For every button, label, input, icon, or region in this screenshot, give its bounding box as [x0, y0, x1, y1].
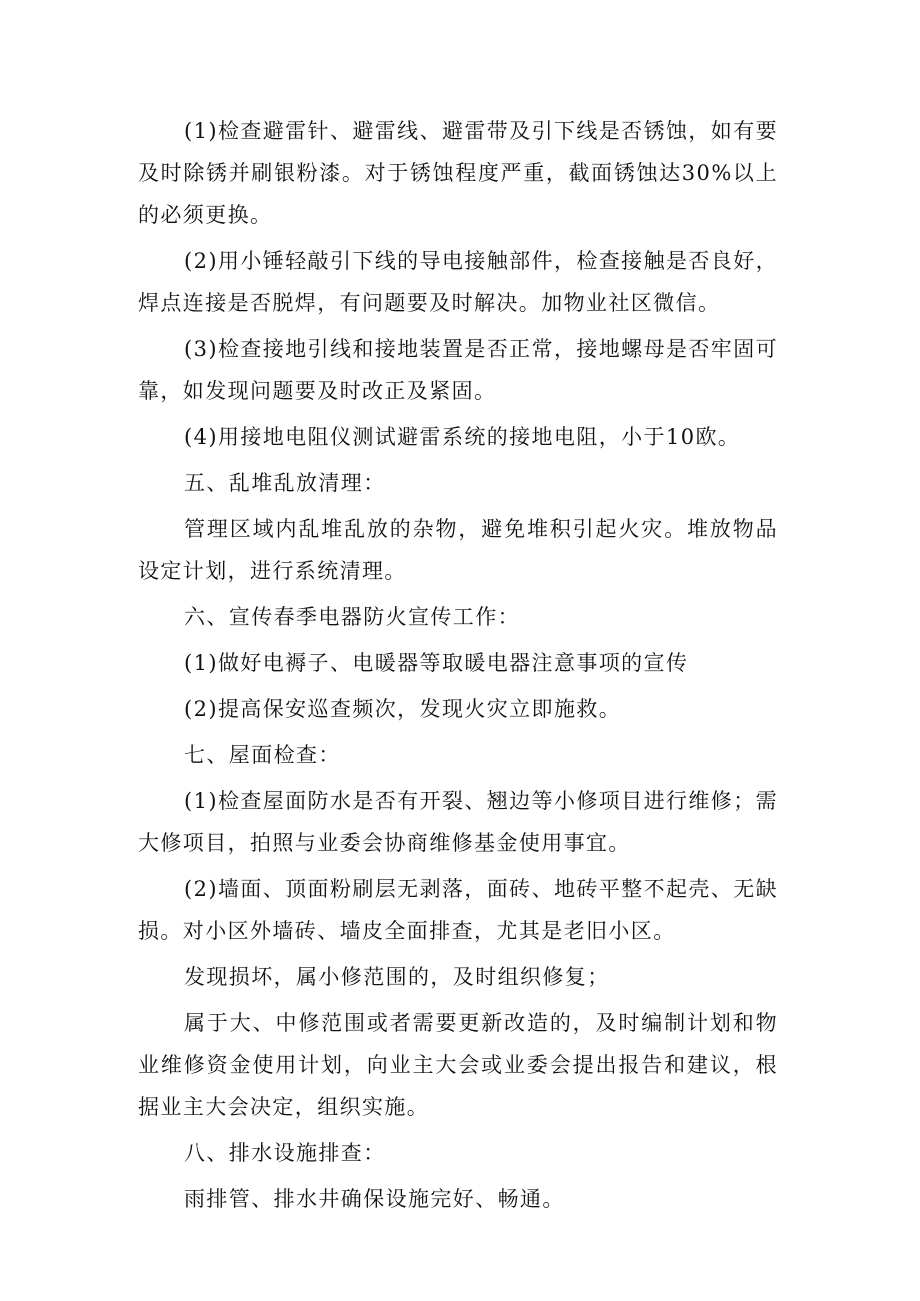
paragraph-security-patrol: (2)提高保安巡查频次，发现火灾立即施救。 — [184, 697, 622, 721]
paragraph-clutter-cleanup: 管理区域内乱堆乱放的杂物，避免堆积引起火灾。堆放物品设定计划，进行系统清理。 — [138, 517, 778, 583]
paragraph-grounding-device-check: (3)检查接地引线和接地装置是否正常，接地螺母是否牢固可靠，如发现问题要及时改正及紧固。 — [138, 337, 778, 403]
paragraph-wall-surface-check: (2)墙面、顶面粉刷层无剥落，面砖、地砖平整不起壳、无缺损。对小区外墙砖、墙皮全面排查，尤其是老旧小区。 — [138, 877, 778, 943]
paragraph-drainage-facilities: 雨排管、排水井确保设施完好、畅通。 — [184, 1187, 565, 1211]
paragraph-lightning-rust-check: (1)检查避雷针、避雷线、避雷带及引下线是否锈蚀，如有要及时除锈并刷银粉漆。对于锈蚀程度严重，截面锈蚀达30%以上的必须更换。 — [138, 119, 778, 227]
paragraph-downlead-contact-check: (2)用小锤轻敲引下线的导电接触部件，检查接触是否良好，焊点连接是否脱焊，有问题要及时解决。加物业社区微信。 — [138, 249, 778, 315]
paragraph-roof-waterproof-check: (1)检查屋面防水是否有开裂、翘边等小修项目进行维修；需大修项目，拍照与业委会协商维修基金使用事宜。 — [138, 789, 778, 855]
paragraph-major-repair: 属于大、中修范围或者需要更新改造的，及时编制计划和物业维修资金使用计划，向业主大会或业委会提出报告和建议，根据业主大会决定，组织实施。 — [138, 1011, 778, 1119]
section-heading-roof-inspection: 七、屋面检查： — [184, 743, 341, 767]
section-heading-fire-safety-publicity: 六、宣传春季电器防火宣传工作： — [184, 605, 520, 629]
paragraph-grounding-resistance-test: (4)用接地电阻仪测试避雷系统的接地电阻，小于10欧。 — [184, 425, 741, 449]
section-heading-clutter-cleanup: 五、乱堆乱放清理： — [184, 471, 386, 495]
section-heading-drainage-inspection: 八、排水设施排查： — [184, 1141, 386, 1165]
document-body — [138, 110, 778, 1224]
paragraph-heating-appliance-publicity: (1)做好电褥子、电暖器等取暖电器注意事项的宣传 — [184, 651, 689, 675]
paragraph-minor-repair: 发现损坏，属小修范围的，及时组织修复； — [184, 965, 610, 989]
